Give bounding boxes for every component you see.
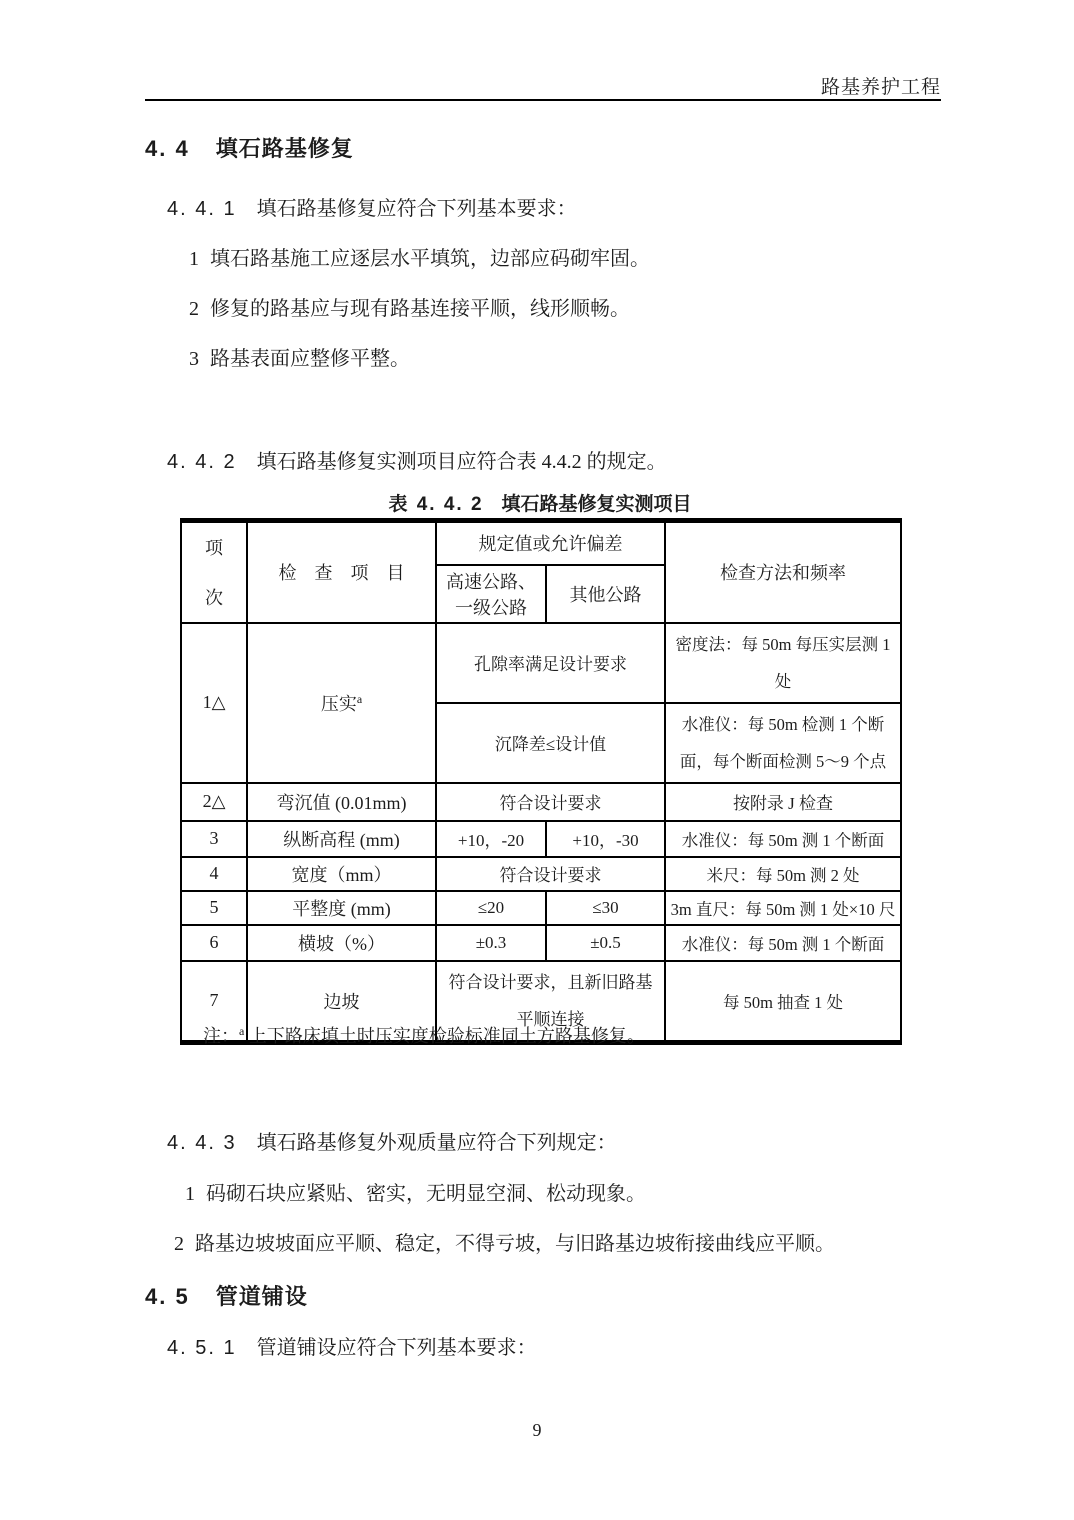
cell-value-highway: +10，-20	[436, 821, 546, 857]
table-row-1a	[181, 623, 901, 703]
clause-number: 4. 4. 1	[167, 198, 237, 220]
header-cell-method: 检查方法和频率	[665, 521, 901, 623]
clause-text: 管道铺设应符合下列基本要求：	[256, 1337, 537, 1359]
section-number: 4. 5	[145, 1284, 190, 1309]
cell-item-no: 5	[181, 891, 247, 925]
section-title: 填石路基修复	[215, 136, 354, 161]
item-text: 填石路基施工应逐层水平填筑，边部应码砌牢固。	[210, 248, 650, 270]
table-row-4	[181, 857, 901, 891]
header-item-top: 项	[205, 538, 223, 559]
superscript-a: a	[356, 691, 363, 706]
spec-table	[180, 518, 902, 1045]
header-cell-other-road: 其他公路	[546, 565, 665, 623]
cell-check-item: 宽度（mm）	[247, 857, 436, 891]
list-item	[189, 242, 650, 271]
cell-item-no: 1△	[181, 623, 247, 783]
header-rule	[145, 99, 941, 101]
header-cell-item-no	[181, 521, 247, 623]
clause-text: 填石路基修复外观质量应符合下列规定：	[256, 1132, 617, 1154]
cell-method: 米尺：每 50m 测 2 处	[665, 857, 901, 891]
item-text: 修复的路基应与现有路基连接平顺，线形顺畅。	[210, 298, 630, 320]
list-item	[189, 342, 410, 371]
table-caption-label: 表 4. 4. 2	[388, 494, 484, 515]
cell-value: 符合设计要求	[436, 857, 665, 891]
item-text: 路基表面应整修平整。	[210, 348, 410, 370]
cell-item-no: 6	[181, 925, 247, 961]
running-header: 路基养护工程	[820, 77, 941, 98]
cell-method: 3m 直尺：每 50m 测 1 处×10 尺	[665, 891, 901, 925]
cell-check-item	[247, 623, 436, 783]
cell-value-highway: ≤20	[436, 891, 546, 925]
cell-value: 沉降差≤设计值	[436, 703, 665, 783]
cell-item-no: 2△	[181, 783, 247, 821]
clause-4-4-3	[167, 1126, 617, 1155]
table-caption	[180, 489, 900, 516]
table-caption-title: 填石路基修复实测项目	[501, 494, 692, 515]
list-item	[189, 292, 630, 321]
header-item-bottom: 次	[205, 588, 223, 609]
header-cell-spec: 规定值或允许偏差	[436, 521, 665, 565]
cell-check-item: 边坡	[247, 961, 436, 1043]
table-row-3	[181, 821, 901, 857]
item-number: 1	[189, 248, 199, 270]
list-item	[174, 1227, 835, 1256]
clause-4-4-2	[167, 445, 667, 474]
cell-check-item: 弯沉值 (0.01mm)	[247, 783, 436, 821]
cell-method: 每 50m 抽查 1 处	[665, 961, 901, 1043]
superscript-a: a	[239, 1024, 245, 1038]
cell-check-item: 横坡（%）	[247, 925, 436, 961]
clause-4-5-1	[167, 1331, 537, 1360]
clause-number: 4. 4. 3	[167, 1132, 237, 1154]
clause-text: 填石路基修复实测项目应符合表 4.4.2 的规定。	[256, 451, 667, 473]
clause-4-4-1	[167, 192, 577, 221]
table-footnote	[203, 1022, 645, 1048]
cell-method: 按附录 J 检查	[665, 783, 901, 821]
cell-item-no: 3	[181, 821, 247, 857]
cell-value: 符合设计要求	[436, 783, 665, 821]
section-title: 管道铺设	[215, 1284, 308, 1309]
clause-text: 填石路基修复应符合下列基本要求：	[256, 198, 577, 220]
check-label: 压实	[320, 693, 357, 714]
cell-check-item: 平整度 (mm)	[247, 891, 436, 925]
cell-value: 符合设计要求，且新旧路基平顺连接	[436, 961, 665, 1043]
clause-number: 4. 5. 1	[167, 1337, 237, 1359]
table-4-4-2	[180, 518, 900, 1045]
header-cell-check-item: 检 查 项 目	[247, 521, 436, 623]
cell-value: 孔隙率满足设计要求	[436, 623, 665, 703]
cell-value-other: ≤30	[546, 891, 665, 925]
section-4-4-heading	[145, 132, 354, 163]
cell-method: 水准仪：每 50m 测 1 个断面	[665, 821, 901, 857]
header-cell-highway: 高速公路、一级公路	[436, 565, 546, 623]
table-header-row-1	[181, 521, 901, 565]
cell-method: 水准仪：每 50m 测 1 个断面	[665, 925, 901, 961]
note-text: 上下路床填土时压实度检验标准同土方路基修复。	[248, 1026, 645, 1046]
cell-method: 密度法：每 50m 每压实层测 1 处	[665, 623, 901, 703]
table-row-5	[181, 891, 901, 925]
cell-check-item: 纵断高程 (mm)	[247, 821, 436, 857]
item-text: 路基边坡坡面应平顺、稳定，不得亏坡，与旧路基边坡衔接曲线应平顺。	[195, 1233, 835, 1255]
item-number: 3	[189, 348, 199, 370]
note-prefix: 注：	[203, 1026, 239, 1046]
section-4-5-heading	[145, 1280, 308, 1311]
item-number: 2	[174, 1233, 184, 1255]
item-number: 1	[185, 1183, 195, 1205]
page-number: 9	[532, 1420, 542, 1440]
cell-value-highway: ±0.3	[436, 925, 546, 961]
section-number: 4. 4	[145, 136, 190, 161]
item-text: 码砌石块应紧贴、密实，无明显空洞、松动现象。	[206, 1183, 646, 1205]
cell-method: 水准仪：每 50m 检测 1 个断面，每个断面检测 5～9 个点	[665, 703, 901, 783]
cell-item-no: 4	[181, 857, 247, 891]
item-number: 2	[189, 298, 199, 320]
list-item	[185, 1177, 646, 1206]
table-row-2	[181, 783, 901, 821]
cell-item-no: 7	[181, 961, 247, 1043]
table-row-6	[181, 925, 901, 961]
cell-value-other: ±0.5	[546, 925, 665, 961]
clause-number: 4. 4. 2	[167, 451, 237, 473]
cell-value-other: +10，-30	[546, 821, 665, 857]
